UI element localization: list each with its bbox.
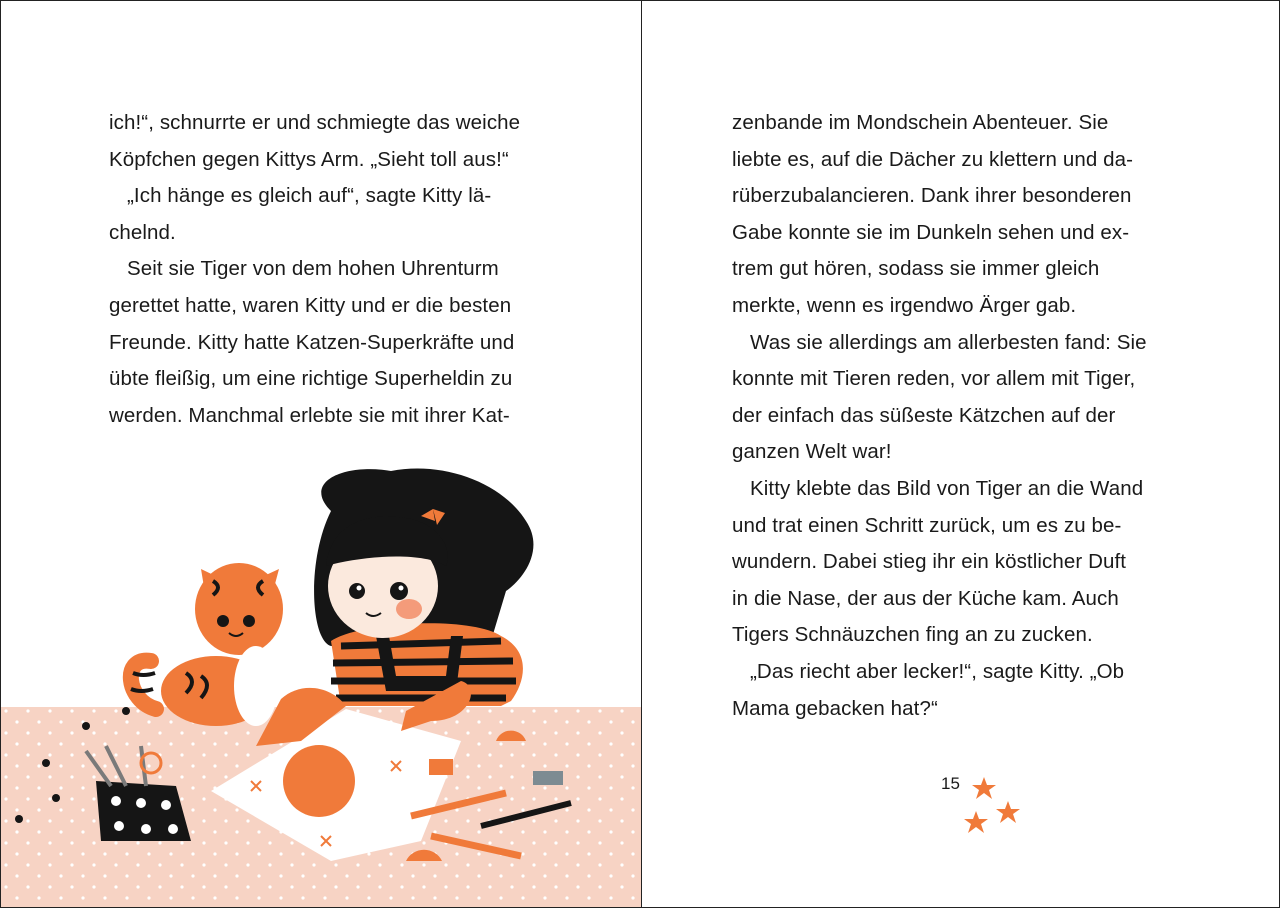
text-line: Mama gebacken hat?“: [732, 696, 938, 720]
star-icon: [972, 777, 996, 799]
text-line: rüberzubalancieren. Dank ihrer besonderen: [732, 184, 1132, 208]
text-line: „Ich hänge es gleich auf“, sagte Kitty lä-: [127, 184, 492, 208]
right-page: [642, 1, 1279, 907]
text-line: Was sie allerdings am allerbesten fand: Sie: [750, 330, 1147, 354]
text-line: Gabe konnte sie im Dunkeln sehen und ex-: [732, 220, 1130, 244]
text-line: liebte es, auf die Dächer zu klettern und da-: [732, 147, 1134, 171]
text-line: chelnd.: [109, 220, 176, 244]
text-line: konnte mit Tieren reden, vor allem mit Tiger,: [732, 367, 1136, 391]
text-line: Freunde. Kitty hatte Katzen-Superkräfte und: [109, 330, 515, 354]
girl-drawing-cat-illustration: [1, 441, 641, 907]
text-line: zenbande im Mondschein Abenteuer. Sie: [732, 111, 1109, 134]
star-decoration-icon: [962, 771, 1042, 841]
text-line: und trat einen Schritt zurück, um es zu be-: [732, 513, 1122, 537]
drawn-cat-face: [283, 745, 355, 817]
text-line: Köpfchen gegen Kittys Arm. „Sieht toll aus!“: [109, 147, 509, 171]
text-line: wundern. Dabei stieg ihr ein köstlicher Duft: [732, 550, 1127, 574]
text-line: gerettet hatte, waren Kitty und er die besten: [109, 293, 512, 317]
page-number: 15: [941, 774, 960, 793]
text-line: werden. Manchmal erlebte sie mit ihrer Kat-: [109, 403, 510, 427]
text-line: Tigers Schnäuzchen fing an zu zucken.: [732, 623, 1093, 647]
right-page-text: [732, 105, 1182, 727]
text-line: der einfach das süßeste Kätzchen auf der: [732, 403, 1116, 427]
tiger-cat: [131, 563, 283, 726]
text-line: ganzen Welt war!: [732, 440, 892, 464]
text-line: Seit sie Tiger von dem hohen Uhrenturm: [127, 257, 499, 281]
text-line: Kitty klebte das Bild von Tiger an die Wand: [750, 476, 1144, 500]
text-line: „Das riecht aber lecker!“, sagte Kitty. „Ob: [750, 659, 1125, 683]
text-line: übte fleißig, um eine richtige Superheldin zu: [109, 367, 513, 391]
text-line: trem gut hören, sodass sie immer gleich: [732, 257, 1100, 281]
text-line: ich!“, schnurrte er und schmiegte das weiche: [109, 111, 521, 134]
star-icon: [964, 811, 988, 833]
girl-figure: [314, 468, 533, 706]
text-line: in die Nase, der aus der Küche kam. Auch: [732, 586, 1119, 610]
text-line: merkte, wenn es irgendwo Ärger gab.: [732, 293, 1077, 317]
left-page: [1, 1, 641, 907]
star-icon: [996, 801, 1020, 823]
left-page-text: [109, 105, 549, 434]
